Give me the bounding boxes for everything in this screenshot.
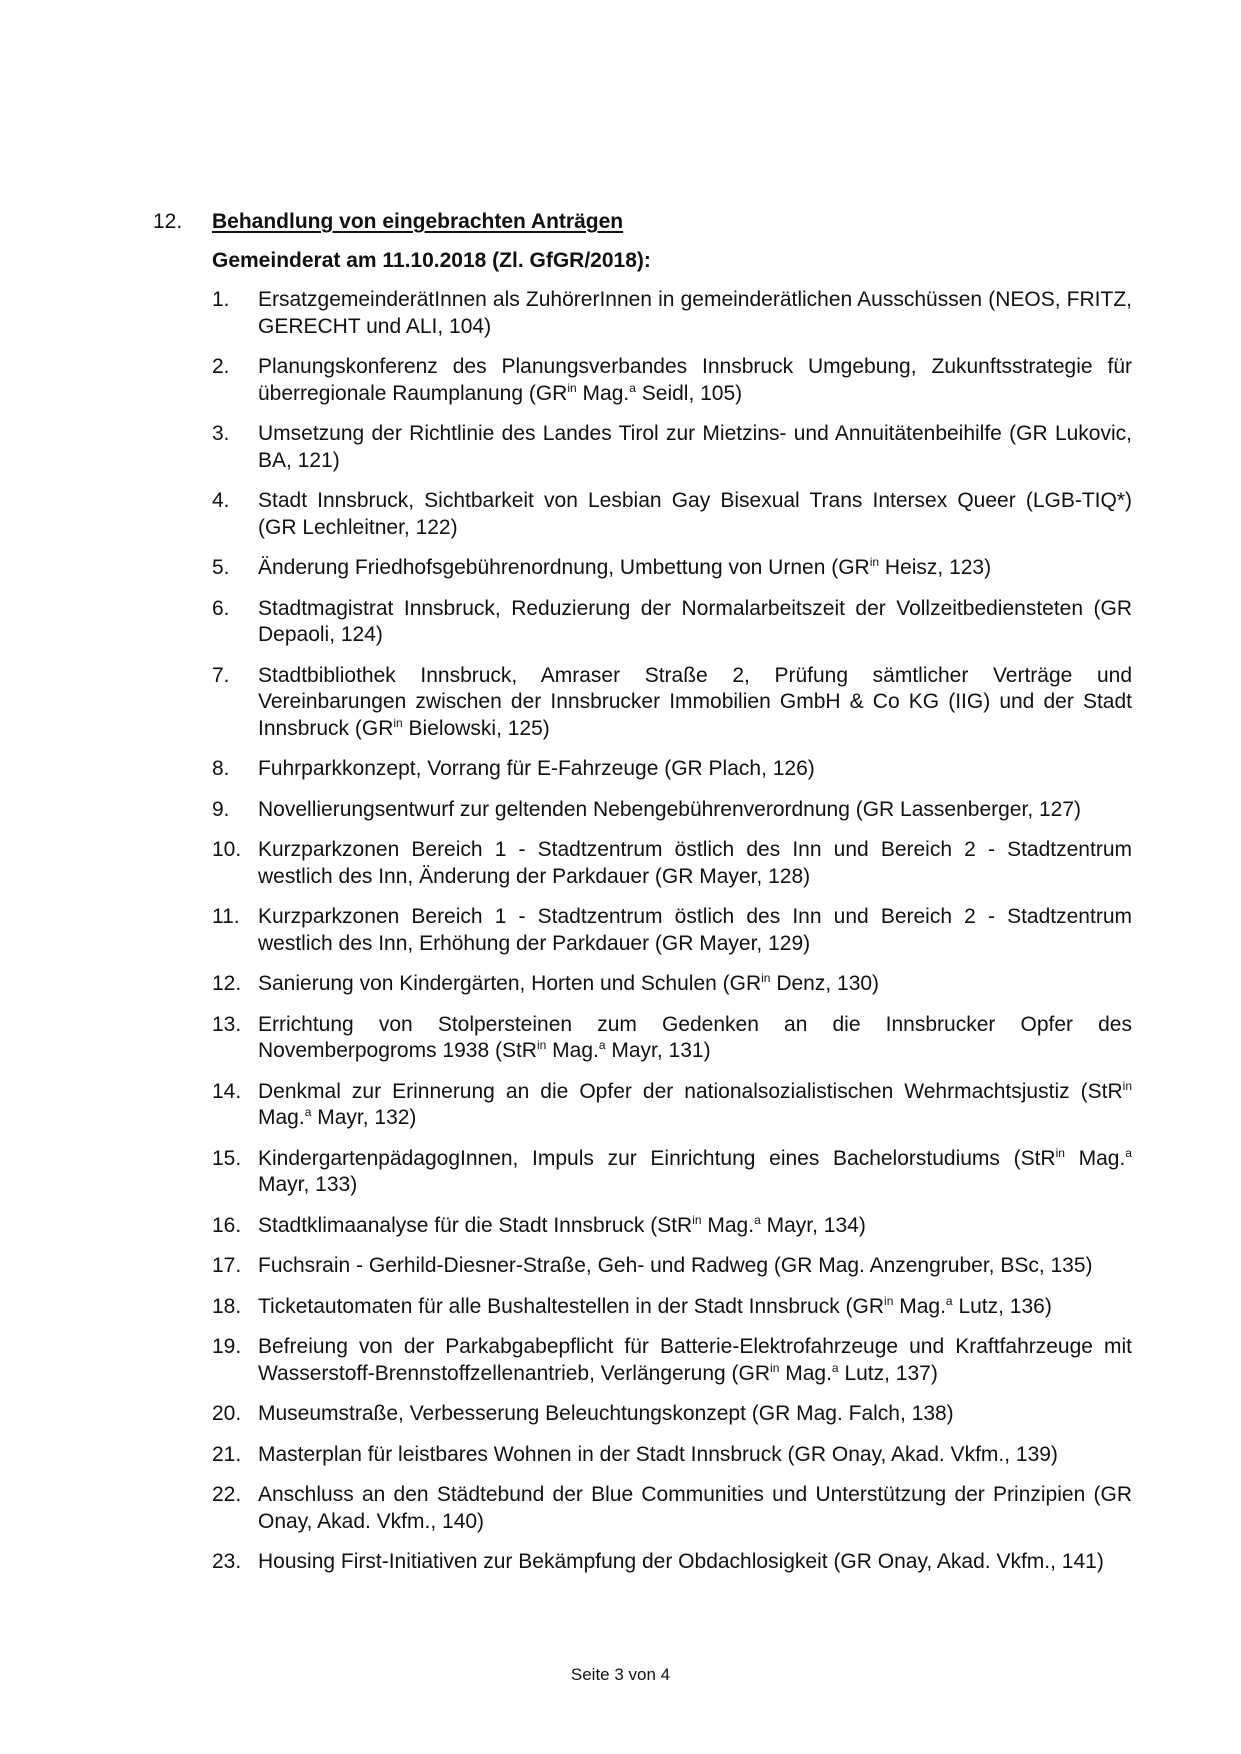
item-number: 5.	[212, 556, 230, 579]
item-text-part: Sanierung von Kindergärten, Horten und Schulen (GR	[258, 972, 762, 995]
item-text	[258, 1253, 1132, 1280]
list-item	[212, 1482, 1132, 1535]
item-text	[258, 1146, 1132, 1199]
item-text-part: Housing First-Initiativen zur Bekämpfung der Obdachlosigkeit (GR Onay, Akad. Vkfm., 141)	[258, 1550, 1104, 1573]
item-number: 20.	[212, 1402, 242, 1425]
item-text	[258, 1213, 1132, 1240]
list-item	[212, 904, 1132, 957]
item-text-part: Fuhrparkkonzept, Vorrang für E-Fahrzeuge (GR Plach, 126)	[258, 757, 815, 780]
item-text-part: KindergartenpädagogInnen, Impuls zur Einrichtung eines Bachelorstudiums (StR	[258, 1146, 1056, 1170]
item-number: 14.	[212, 1079, 242, 1103]
item-text-part: Änderung Friedhofsgebührenordnung, Umbettung von Urnen (GR	[258, 556, 870, 579]
item-text-part: Kurzparkzonen Bereich 1 - Stadtzentrum östlich des Inn und Bereich 2 - Stadtzentrum westlich des Inn, Änderung der Parkdauer (GR Mayer, 128)	[258, 838, 1132, 888]
item-text	[258, 663, 1132, 743]
list-item	[212, 1146, 1132, 1199]
item-number: 23.	[212, 1550, 242, 1573]
list-item	[212, 1334, 1132, 1387]
item-number: 7.	[212, 663, 230, 687]
item-text-part: Mag.	[1064, 1146, 1126, 1170]
page-footer: Seite 3 von 4	[570, 1665, 671, 1684]
item-text-part: Stadtmagistrat Innsbruck, Reduzierung der Normalarbeitszeit der Vollzeitbediensteten (GR Depaoli, 124)	[258, 596, 1132, 646]
item-text	[258, 1442, 1132, 1469]
item-number: 17.	[212, 1254, 242, 1277]
item-text	[258, 1079, 1132, 1132]
superscript: in	[761, 971, 771, 985]
item-text-part: Stadt Innsbruck, Sichtbarkeit von Lesbian Gay Bisexual Trans Intersex Queer (LGB-TIQ*) (GR Lechleitner, 122)	[258, 489, 1132, 539]
list-item	[212, 421, 1132, 474]
item-text	[258, 287, 1132, 340]
list-item	[212, 1549, 1132, 1576]
item-text	[258, 797, 1132, 824]
item-number: 16.	[212, 1213, 242, 1237]
list-item	[212, 1079, 1132, 1132]
item-number: 10.	[212, 838, 242, 861]
item-text	[258, 1549, 1132, 1576]
list-item	[212, 797, 1132, 824]
list-item	[212, 1442, 1132, 1469]
list-item	[212, 971, 1132, 998]
superscript: in	[536, 1038, 547, 1052]
item-number: 22.	[212, 1483, 242, 1506]
item-text-part: Denz, 130)	[770, 972, 880, 995]
superscript: a	[945, 1293, 953, 1308]
item-text	[258, 1334, 1132, 1387]
item-text	[258, 555, 1132, 582]
item-text-part: ErsatzgemeinderätInnen als ZuhörerInnen in gemeinderätlichen Ausschüssen (NEOS, FRITZ, GERECHT und ALI, 104)	[258, 288, 1132, 338]
item-text-part: Planungskonferenz des Planungsverbandes Innsbruck Umgebung, Zukunftsstrategie für überregionale Raumplanung (GR	[258, 355, 1132, 405]
item-text	[258, 756, 1132, 783]
item-text-part: Seidl, 105)	[635, 381, 743, 405]
item-text-part: Bielowski, 125)	[402, 716, 550, 740]
motions-list	[212, 287, 1132, 1590]
item-text-part: Kurzparkzonen Bereich 1 - Stadtzentrum östlich des Inn und Bereich 2 - Stadtzentrum westlich des Inn, Erhöhung der Parkdauer (GR Mayer, 129)	[258, 905, 1132, 955]
item-number: 8.	[212, 757, 230, 780]
item-text-part: Anschluss an den Städtebund der Blue Communities und Unterstützung der Prinzipien (GR Onay, Akad. Vkfm., 140)	[258, 1483, 1132, 1533]
superscript: in	[884, 1293, 894, 1308]
item-text-part: Errichtung von Stolpersteinen zum Gedenken an die Innsbrucker Opfer des Novemberpogroms 1938 (StR	[258, 1012, 1132, 1062]
item-number: 13.	[212, 1012, 242, 1036]
meeting-subheading: Gemeinderat am 11.10.2018 (Zl. GfGR/2018):	[212, 249, 651, 272]
list-item	[212, 596, 1132, 649]
item-text-part: Heisz, 123)	[879, 556, 992, 579]
list-item	[212, 555, 1132, 582]
section-number: 12.	[153, 210, 183, 233]
item-text-part: Mag.	[779, 1361, 832, 1385]
superscript: in	[567, 380, 577, 395]
item-text-part: Mag.	[576, 381, 630, 405]
superscript: in	[1055, 1145, 1065, 1160]
item-number: 11.	[212, 905, 240, 928]
list-item	[212, 756, 1132, 783]
item-number: 15.	[212, 1146, 242, 1170]
list-item	[212, 1401, 1132, 1428]
item-text-part: Museumstraße, Verbesserung Beleuchtungskonzept (GR Mag. Falch, 138)	[258, 1402, 954, 1425]
item-text-part: Stadtbibliothek Innsbruck, Amraser Straße 2, Prüfung sämtlicher Verträge und Vereinbarungen zwischen der Innsbrucker Immobilien GmbH & Co KG (IIG) und der Stadt Innsbruck (GR	[258, 663, 1132, 740]
item-text-part: Befreiung von der Parkabgabepflicht für Batterie-Elektrofahrzeuge und Kraftfahrzeuge mit Wasserstoff-Brennstoffzellenantrieb, Verlängerung (GR	[258, 1335, 1132, 1385]
superscript: in	[869, 555, 880, 569]
list-item	[212, 1012, 1132, 1065]
superscript: in	[1122, 1078, 1132, 1093]
item-text-part: Masterplan für leistbares Wohnen in der Stadt Innsbruck (GR Onay, Akad. Vkfm., 139)	[258, 1442, 1058, 1466]
item-text-part: Mayr, 131)	[605, 1039, 711, 1062]
list-item	[212, 1294, 1132, 1321]
item-text-part: Ticketautomaten für alle Bushaltestellen in der Stadt Innsbruck (GR	[258, 1294, 885, 1318]
item-number: 9.	[212, 797, 230, 821]
item-text-part: Mag.	[546, 1039, 599, 1062]
item-text-part: Novellierungsentwurf zur geltenden Nebengebührenverordnung (GR Lassenberger, 127)	[258, 797, 1082, 821]
item-number: 21.	[212, 1442, 242, 1466]
item-text	[258, 354, 1132, 407]
section-title: Behandlung von eingebrachten Anträgen	[212, 210, 624, 233]
list-item	[212, 1213, 1132, 1240]
item-text-part: Lutz, 136)	[952, 1294, 1052, 1318]
item-text-part: Mayr, 132)	[311, 1106, 417, 1129]
item-text-part: Stadtklimaanalyse für die Stadt Innsbruck (StR	[258, 1213, 693, 1237]
item-text	[258, 1482, 1132, 1535]
item-text-part: Mag.	[893, 1294, 946, 1318]
item-text	[258, 1294, 1132, 1321]
item-text	[258, 837, 1132, 890]
superscript: a	[754, 1212, 761, 1227]
item-number: 6.	[212, 596, 230, 620]
list-item	[212, 488, 1132, 541]
list-item	[212, 287, 1132, 340]
item-text-part: Mayr, 134)	[760, 1213, 866, 1237]
list-item	[212, 354, 1132, 407]
item-text	[258, 1012, 1132, 1065]
item-text	[258, 904, 1132, 957]
superscript: in	[393, 715, 403, 730]
item-text	[258, 1401, 1132, 1428]
item-text-part: Fuchsrain - Gerhild-Diesner-Straße, Geh- und Radweg (GR Mag. Anzengruber, BSc, 135)	[258, 1254, 1093, 1277]
item-text-part: Mag.	[258, 1106, 305, 1129]
item-text-part: Mayr, 133)	[258, 1173, 358, 1196]
item-number: 2.	[212, 355, 230, 378]
list-item	[212, 837, 1132, 890]
list-item	[212, 663, 1132, 743]
item-number: 1.	[212, 288, 230, 311]
item-number: 18.	[212, 1294, 242, 1318]
item-text	[258, 596, 1132, 649]
superscript: a	[598, 1038, 606, 1052]
item-text-part: Lutz, 137)	[838, 1361, 938, 1385]
item-text	[258, 971, 1132, 998]
item-text-part: Mag.	[701, 1213, 755, 1237]
item-number: 4.	[212, 489, 230, 512]
superscript: a	[629, 380, 636, 395]
superscript: in	[692, 1212, 702, 1227]
item-text	[258, 421, 1132, 474]
list-item	[212, 1253, 1132, 1280]
superscript: a	[304, 1105, 312, 1119]
item-text-part: Denkmal zur Erinnerung an die Opfer der nationalsozialistischen Wehrmachtsjustiz (StR	[258, 1079, 1123, 1103]
superscript: a	[1125, 1145, 1132, 1160]
item-number: 3.	[212, 422, 230, 445]
item-number: 12.	[212, 972, 242, 995]
item-text-part: Umsetzung der Richtlinie des Landes Tirol zur Mietzins- und Annuitätenbeihilfe (GR Lukovic, BA, 121)	[258, 422, 1132, 472]
item-text	[258, 488, 1132, 541]
item-number: 19.	[212, 1335, 242, 1358]
superscript: in	[770, 1360, 780, 1375]
superscript: a	[831, 1360, 839, 1375]
